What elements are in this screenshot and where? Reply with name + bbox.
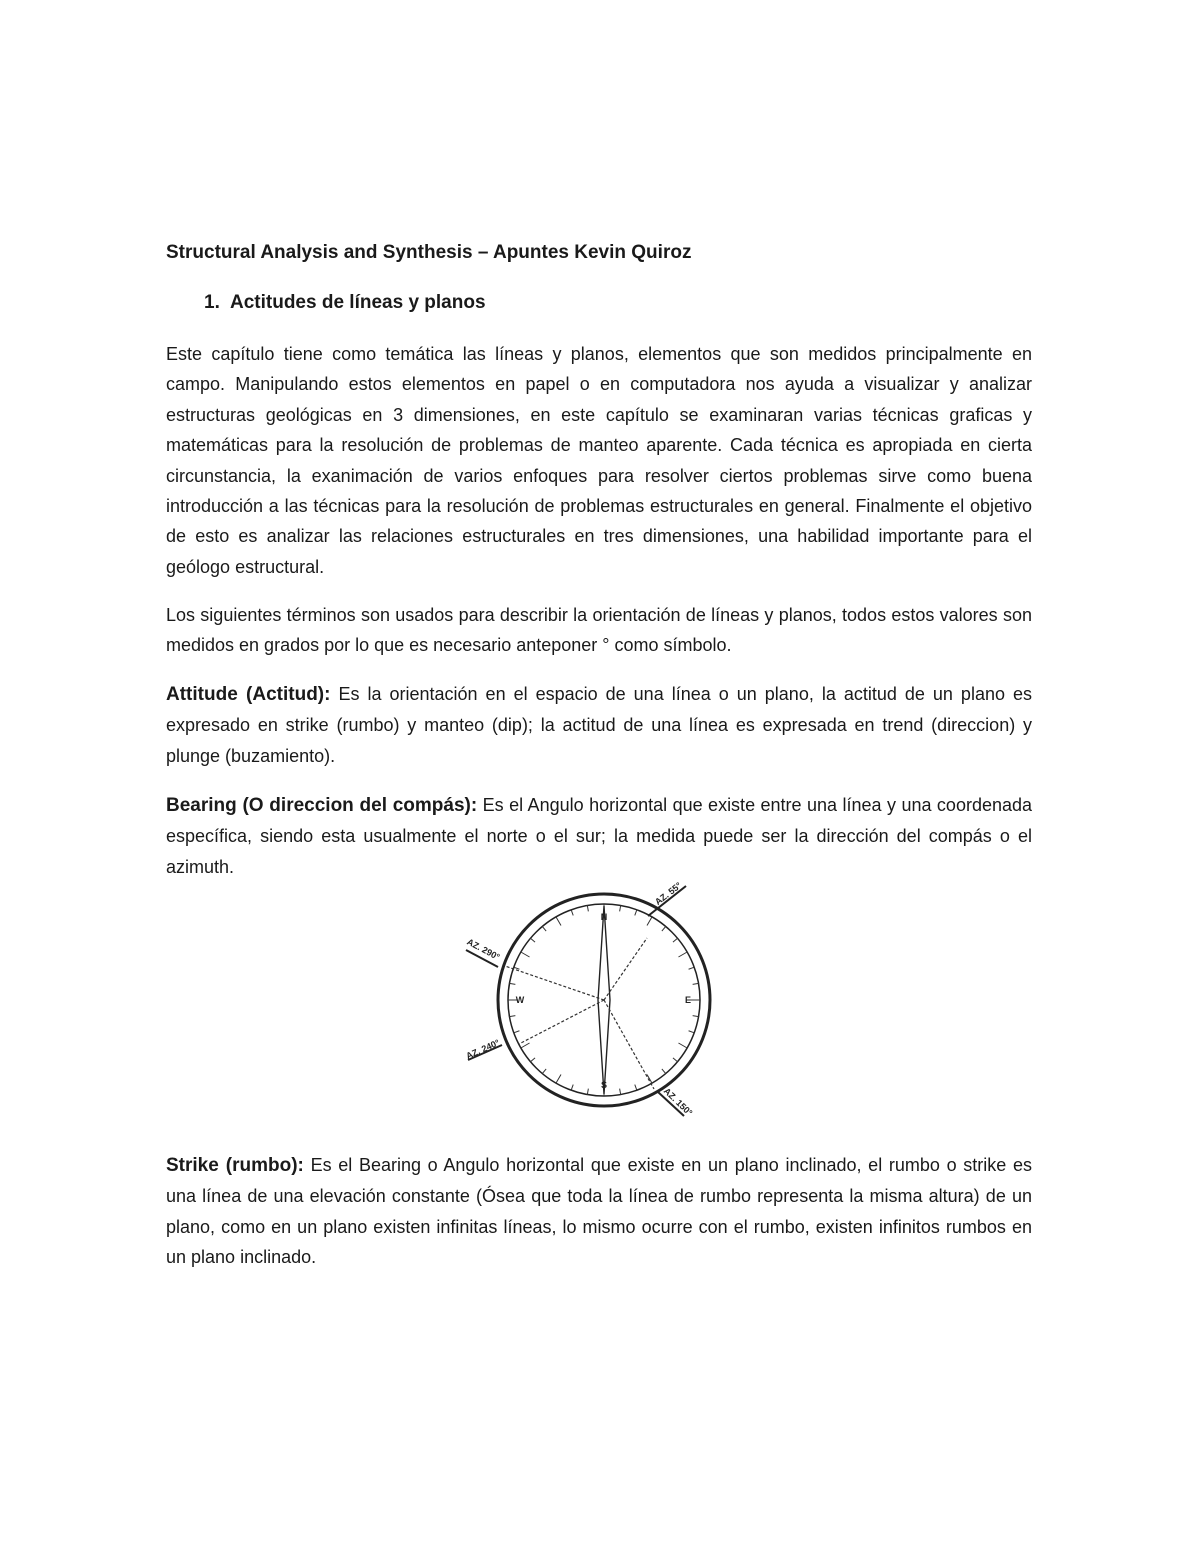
azimuth-label-sw: AZ. 240° [464,1037,502,1062]
degree-tick [635,910,637,916]
bearing-lines [505,938,654,1089]
degree-tick [509,1016,515,1017]
attitude-definition: Es la orientación en el espacio de una línea o un plano, la actitud de un plano es expresado en strike (rumbo) y manteo (dip); la actitud de una línea es expresada en trend (direccion) y plunge (buzamiento). [166,684,1032,766]
degree-tick [647,917,652,926]
degree-tick [673,938,678,942]
attitude-paragraph [166,679,1032,771]
degree-tick [571,1085,573,1091]
degree-tick [689,1031,695,1033]
degree-tick [678,952,687,957]
degree-tick [556,917,561,926]
bearing-paragraph [166,790,1032,882]
degree-tick [571,910,573,916]
bearing-line-se [604,1000,654,1089]
degree-tick [514,967,520,969]
bearing-line-ne [604,938,647,1000]
degree-tick [587,1089,588,1095]
degree-tick [530,938,535,942]
degree-tick [693,983,699,984]
degree-tick [521,1043,530,1048]
degree-tick [542,926,546,931]
degree-tick [635,1085,637,1091]
degree-tick [678,1043,687,1048]
degree-tick [542,1069,546,1074]
intro-paragraph: Este capítulo tiene como temática las líneas y planos, elementos que son medidos principalmente en campo. Manipulando estos elementos en papel o en computadora nos ayuda a visualizar y analizar estructuras geológicas en 3 dimensiones, en este capítulo se examinaran varias técnicas graficas y matemáticas para la resolución de problemas de manteo aparente. Cada técnica es apropiada en cierta circunstancia, la exanimación de varios enfoques para resolver ciertos problemas sirve como buena introducción a las técnicas para la resolución de problemas estructurales en general. Finalmente el objetivo de esto es analizar las relaciones estructurales en tres dimensiones, una habilidad importante para el geólogo estructural. [166,344,1032,577]
section-title: Actitudes de líneas y planos [230,292,486,313]
ring-label-e: E [684,995,692,1005]
degree-tick [587,905,588,911]
degree-tick [662,1069,666,1074]
degree-tick [620,1089,621,1095]
azimuth-label-ne: AZ. 55° [653,880,684,907]
section-heading [204,290,486,316]
degree-tick [662,926,666,931]
section-number: 1. [204,292,220,313]
degree-tick [689,967,695,969]
strike-term: Strike (rumbo): [166,1155,304,1176]
bearing-term: Bearing (O direccion del compás): [166,795,478,816]
ring-label-n: N [600,912,608,922]
ring-label-w: W [515,995,525,1005]
degree-tick [530,1058,535,1062]
azimuth-label-nw: AZ. 290° [465,936,502,963]
degree-tick [620,905,621,911]
degree-tick [509,983,515,984]
bearing-definition: Es el Angulo horizontal que existe entre una línea y una coordenada específica, siendo esta usualmente el norte o el sur; la medida puede ser la dirección del compás o el azimuth. [166,795,1033,877]
degree-tick [556,1074,561,1083]
strike-paragraph [166,1150,1032,1273]
degree-tick [693,1016,699,1017]
compass-bearing-figure [458,880,714,1120]
attitude-term: Attitude (Actitud): [166,684,331,705]
strike-definition: Es el Bearing o Angulo horizontal que existe en un plano inclinado, el rumbo o strike es una línea de una elevación constante (Ósea que toda la línea de rumbo representa la misma altura) de un plano, como en un plano existen infinitas líneas, lo mismo ocurre con el rumbo, existen infinitos rumbos en un plano inclinado. [166,1155,1032,1268]
azimuth-label-se: AZ. 150° [661,1085,695,1118]
degree-tick [521,952,530,957]
bearing-line-sw [519,1000,604,1044]
degree-tick [673,1058,678,1062]
terms-intro-paragraph: Los siguientes términos son usados para describir la orientación de líneas y planos, todos estos valores son medidos en grados por lo que es necesario anteponer ° como símbolo. [166,605,1032,656]
document-title: Structural Analysis and Synthesis – Apuntes Kevin Quiroz [166,242,692,263]
ring-label-s: S [600,1080,608,1090]
degree-tick [514,1031,520,1033]
